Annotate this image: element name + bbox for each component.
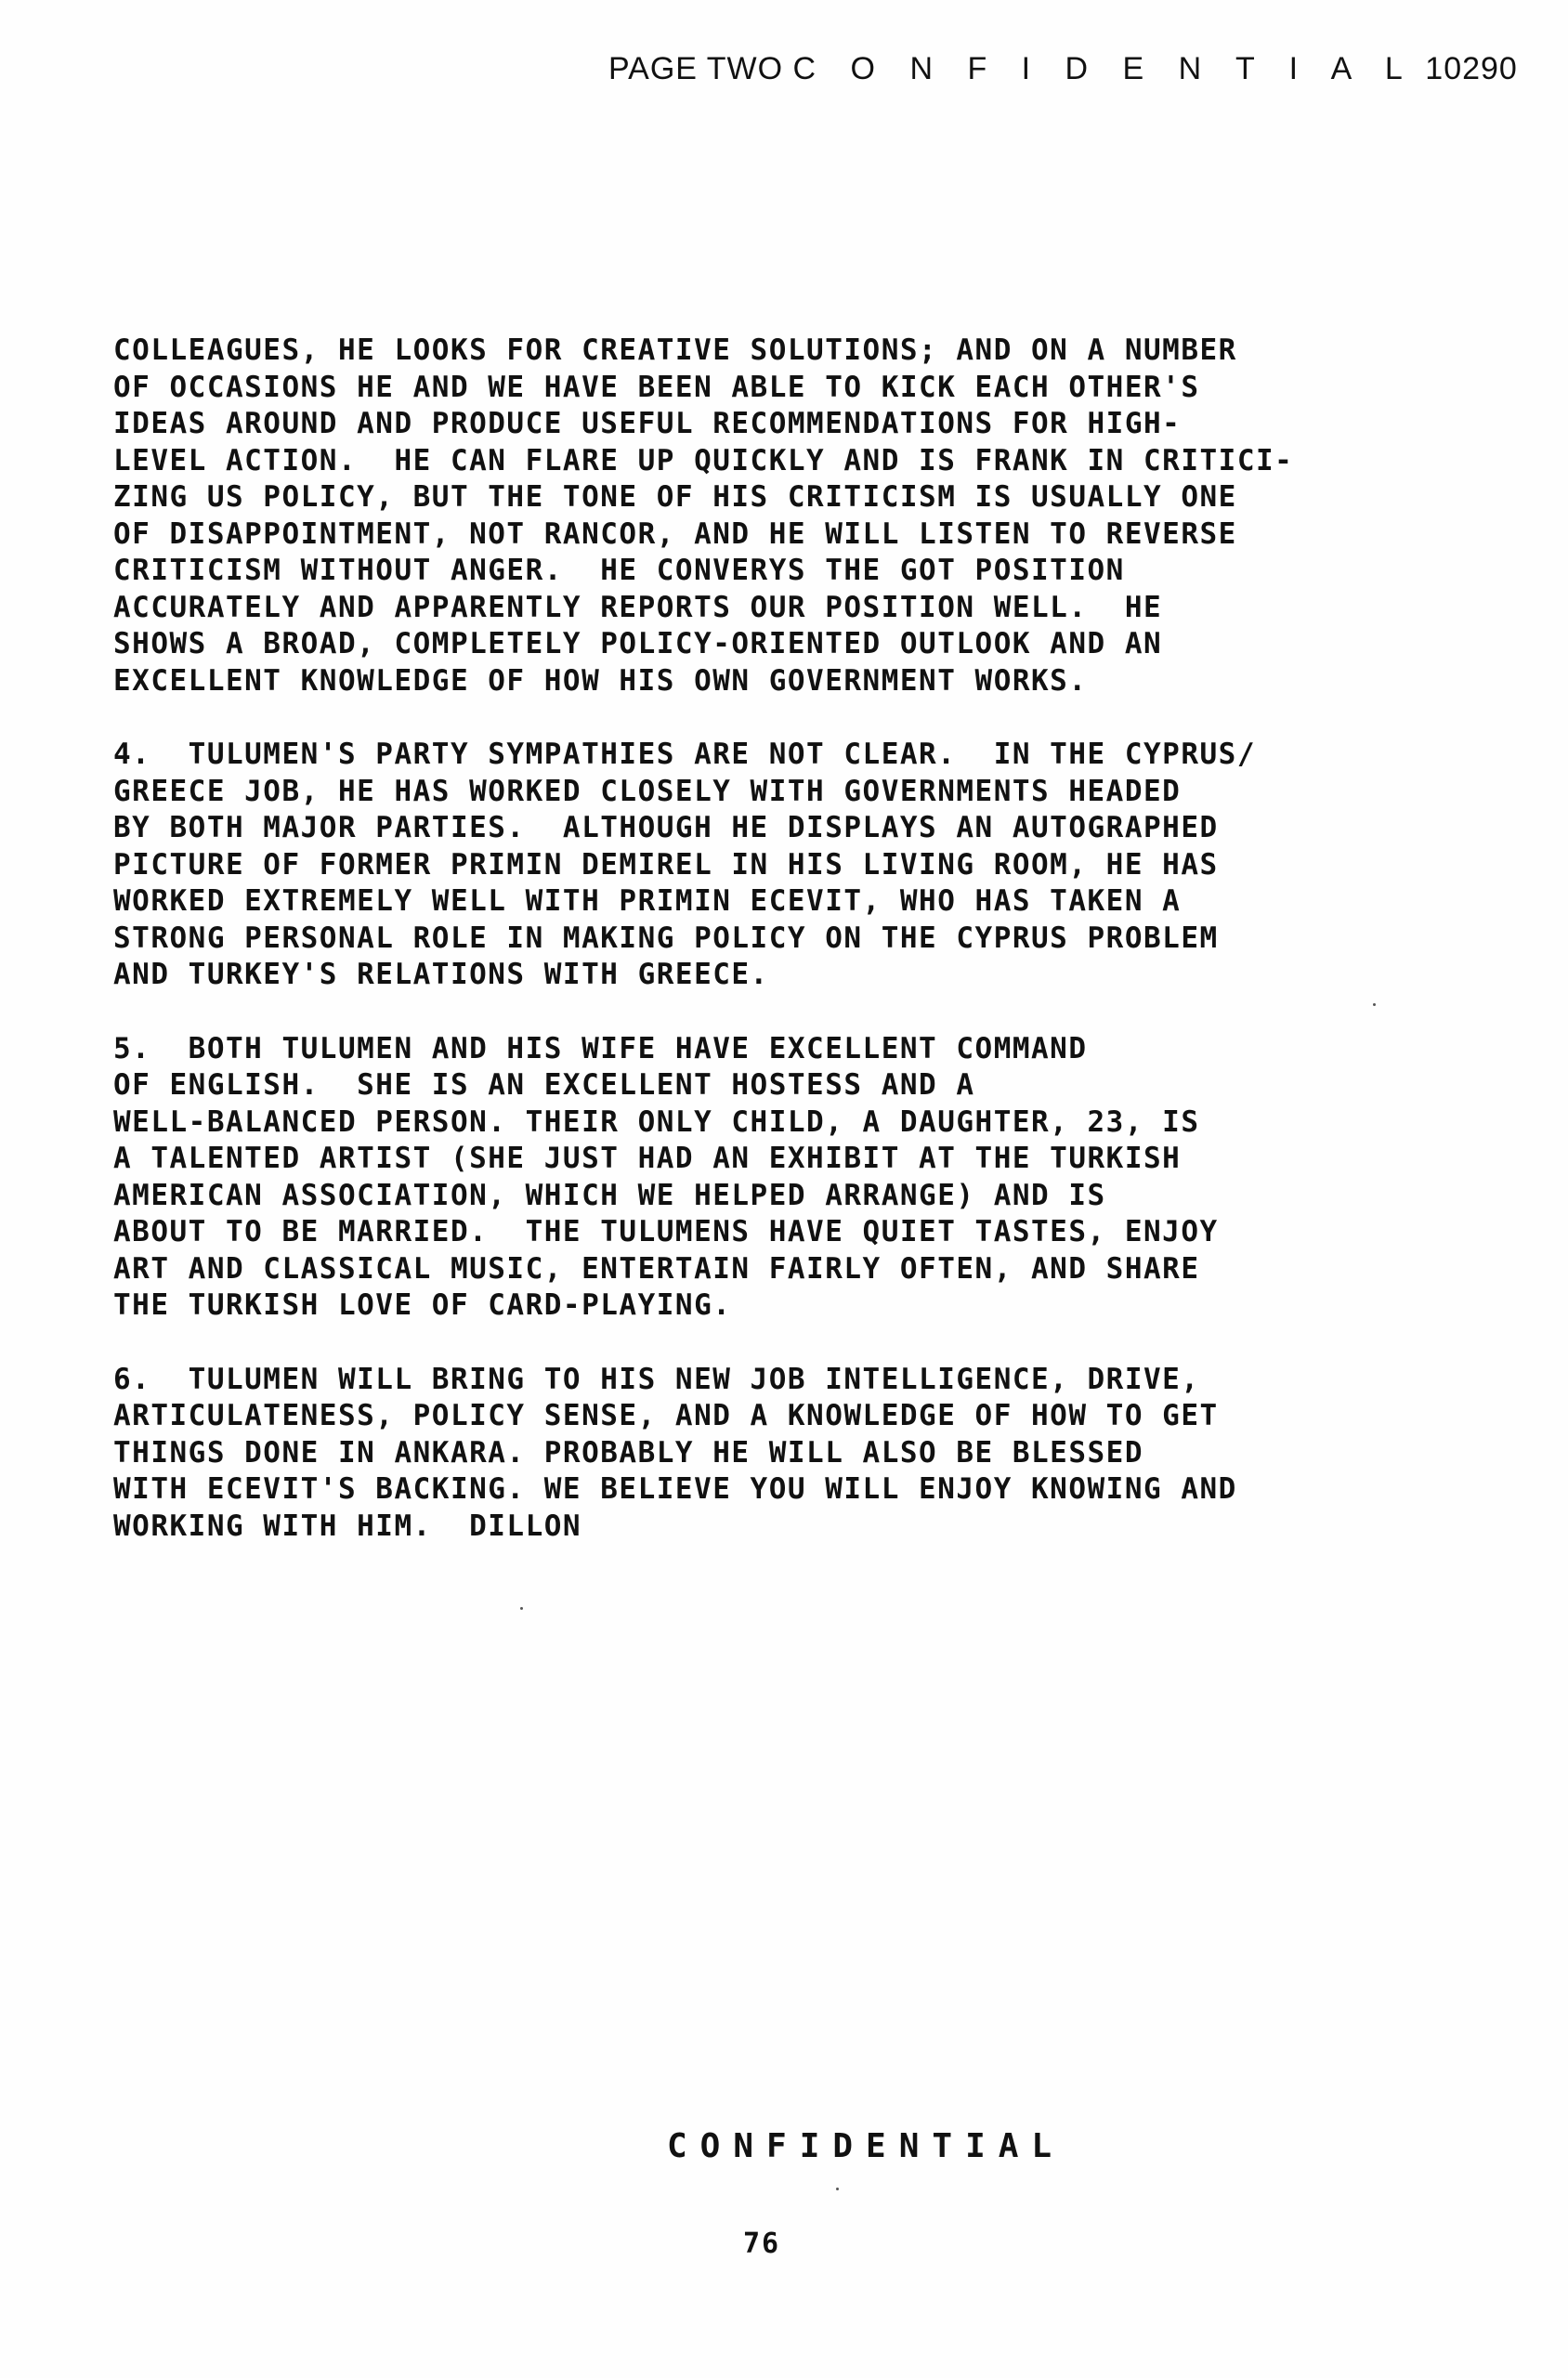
- header-classification: C O N F I D E N T I A L: [792, 51, 1416, 86]
- text-line: PICTURE OF FORMER PRIMIN DEMIREL IN HIS LIVING ROOM, HE HAS: [113, 847, 1219, 882]
- text-line: OF DISAPPOINTMENT, NOT RANCOR, AND HE WILL LISTEN TO REVERSE: [113, 516, 1237, 551]
- text-line: BY BOTH MAJOR PARTIES. ALTHOUGH HE DISPLAYS AN AUTOGRAPHED: [113, 811, 1219, 844]
- paragraph-5: [113, 1031, 1507, 1325]
- text-line: ABOUT TO BE MARRIED. THE TULUMENS HAVE QUIET TASTES, ENJOY: [113, 1215, 1219, 1248]
- text-line: WORKED EXTREMELY WELL WITH PRIMIN ECEVIT, WHO HAS TAKEN A: [113, 884, 1182, 918]
- paragraph-6: [113, 1362, 1507, 1546]
- text-line: 4. TULUMEN'S PARTY SYMPATHIES ARE NOT CLEAR. IN THE CYPRUS/: [113, 738, 1256, 771]
- text-line: ZING US POLICY, BUT THE TONE OF HIS CRITICISM IS USUALLY ONE: [113, 480, 1237, 514]
- text-line: THINGS DONE IN ANKARA. PROBABLY HE WILL ALSO BE BLESSED: [113, 1435, 1143, 1470]
- text-line: WITH ECEVIT'S BACKING. WE BELIEVE YOU WILL ENJOY KNOWING AND: [113, 1472, 1237, 1506]
- text-line: 6. TULUMEN WILL BRING TO HIS NEW JOB INTELLIGENCE, DRIVE,: [113, 1362, 1200, 1396]
- page-label: PAGE TWO: [608, 51, 784, 86]
- text-line: 5. BOTH TULUMEN AND HIS WIFE HAVE EXCELLENT COMMAND: [113, 1031, 1088, 1065]
- text-line: CRITICISM WITHOUT ANGER. HE CONVERYS THE GOT POSITION: [113, 554, 1125, 587]
- text-line: A TALENTED ARTIST (SHE JUST HAD AN EXHIBIT AT THE TURKISH: [113, 1142, 1182, 1175]
- scan-speck: [1373, 1003, 1376, 1006]
- text-line: AMERICAN ASSOCIATION, WHICH WE HELPED ARRANGE) AND IS: [113, 1178, 1106, 1212]
- text-line: EXCELLENT KNOWLEDGE OF HOW HIS OWN GOVERNMENT WORKS.: [113, 663, 1088, 698]
- footer-classification: CONFIDENTIAL: [667, 2127, 1065, 2165]
- paragraph-4: [113, 737, 1507, 994]
- text-line: OF OCCASIONS HE AND WE HAVE BEEN ABLE TO KICK EACH OTHER'S: [113, 370, 1200, 404]
- text-line: COLLEAGUES, HE LOOKS FOR CREATIVE SOLUTIONS; AND ON A NUMBER: [113, 333, 1237, 367]
- text-line: ART AND CLASSICAL MUSIC, ENTERTAIN FAIRLY OFTEN, AND SHARE: [113, 1251, 1200, 1286]
- document-body: [113, 333, 1507, 1582]
- text-line: ACCURATELY AND APPARENTLY REPORTS OUR POSITION WELL. HE: [113, 590, 1163, 624]
- text-line: THE TURKISH LOVE OF CARD-PLAYING.: [113, 1288, 732, 1322]
- text-line: ARTICULATENESS, POLICY SENSE, AND A KNOWLEDGE OF HOW TO GET: [113, 1399, 1219, 1432]
- text-line: OF ENGLISH. SHE IS AN EXCELLENT HOSTESS AND A: [113, 1068, 975, 1102]
- text-line: WELL-BALANCED PERSON. THEIR ONLY CHILD, A DAUGHTER, 23, IS: [113, 1104, 1200, 1139]
- paragraph-continuation: [113, 333, 1507, 699]
- text-line: GREECE JOB, HE HAS WORKED CLOSELY WITH GOVERNMENTS HEADED: [113, 774, 1182, 808]
- scan-speck: [520, 1607, 523, 1610]
- text-line: LEVEL ACTION. HE CAN FLARE UP QUICKLY AND IS FRANK IN CRITICI-: [113, 443, 1294, 477]
- text-line: AND TURKEY'S RELATIONS WITH GREECE.: [113, 958, 769, 991]
- text-line: SHOWS A BROAD, COMPLETELY POLICY-ORIENTED OUTLOOK AND AN: [113, 627, 1163, 660]
- scan-speck: [836, 2188, 839, 2190]
- page-number: 76: [743, 2228, 781, 2260]
- text-line: IDEAS AROUND AND PRODUCE USEFUL RECOMMENDATIONS FOR HIGH-: [113, 407, 1182, 440]
- text-line: STRONG PERSONAL ROLE IN MAKING POLICY ON THE CYPRUS PROBLEM: [113, 921, 1219, 955]
- page-header: [608, 51, 1518, 87]
- text-line: WORKING WITH HIM. DILLON: [113, 1509, 582, 1543]
- cable-number: 10290: [1425, 51, 1518, 86]
